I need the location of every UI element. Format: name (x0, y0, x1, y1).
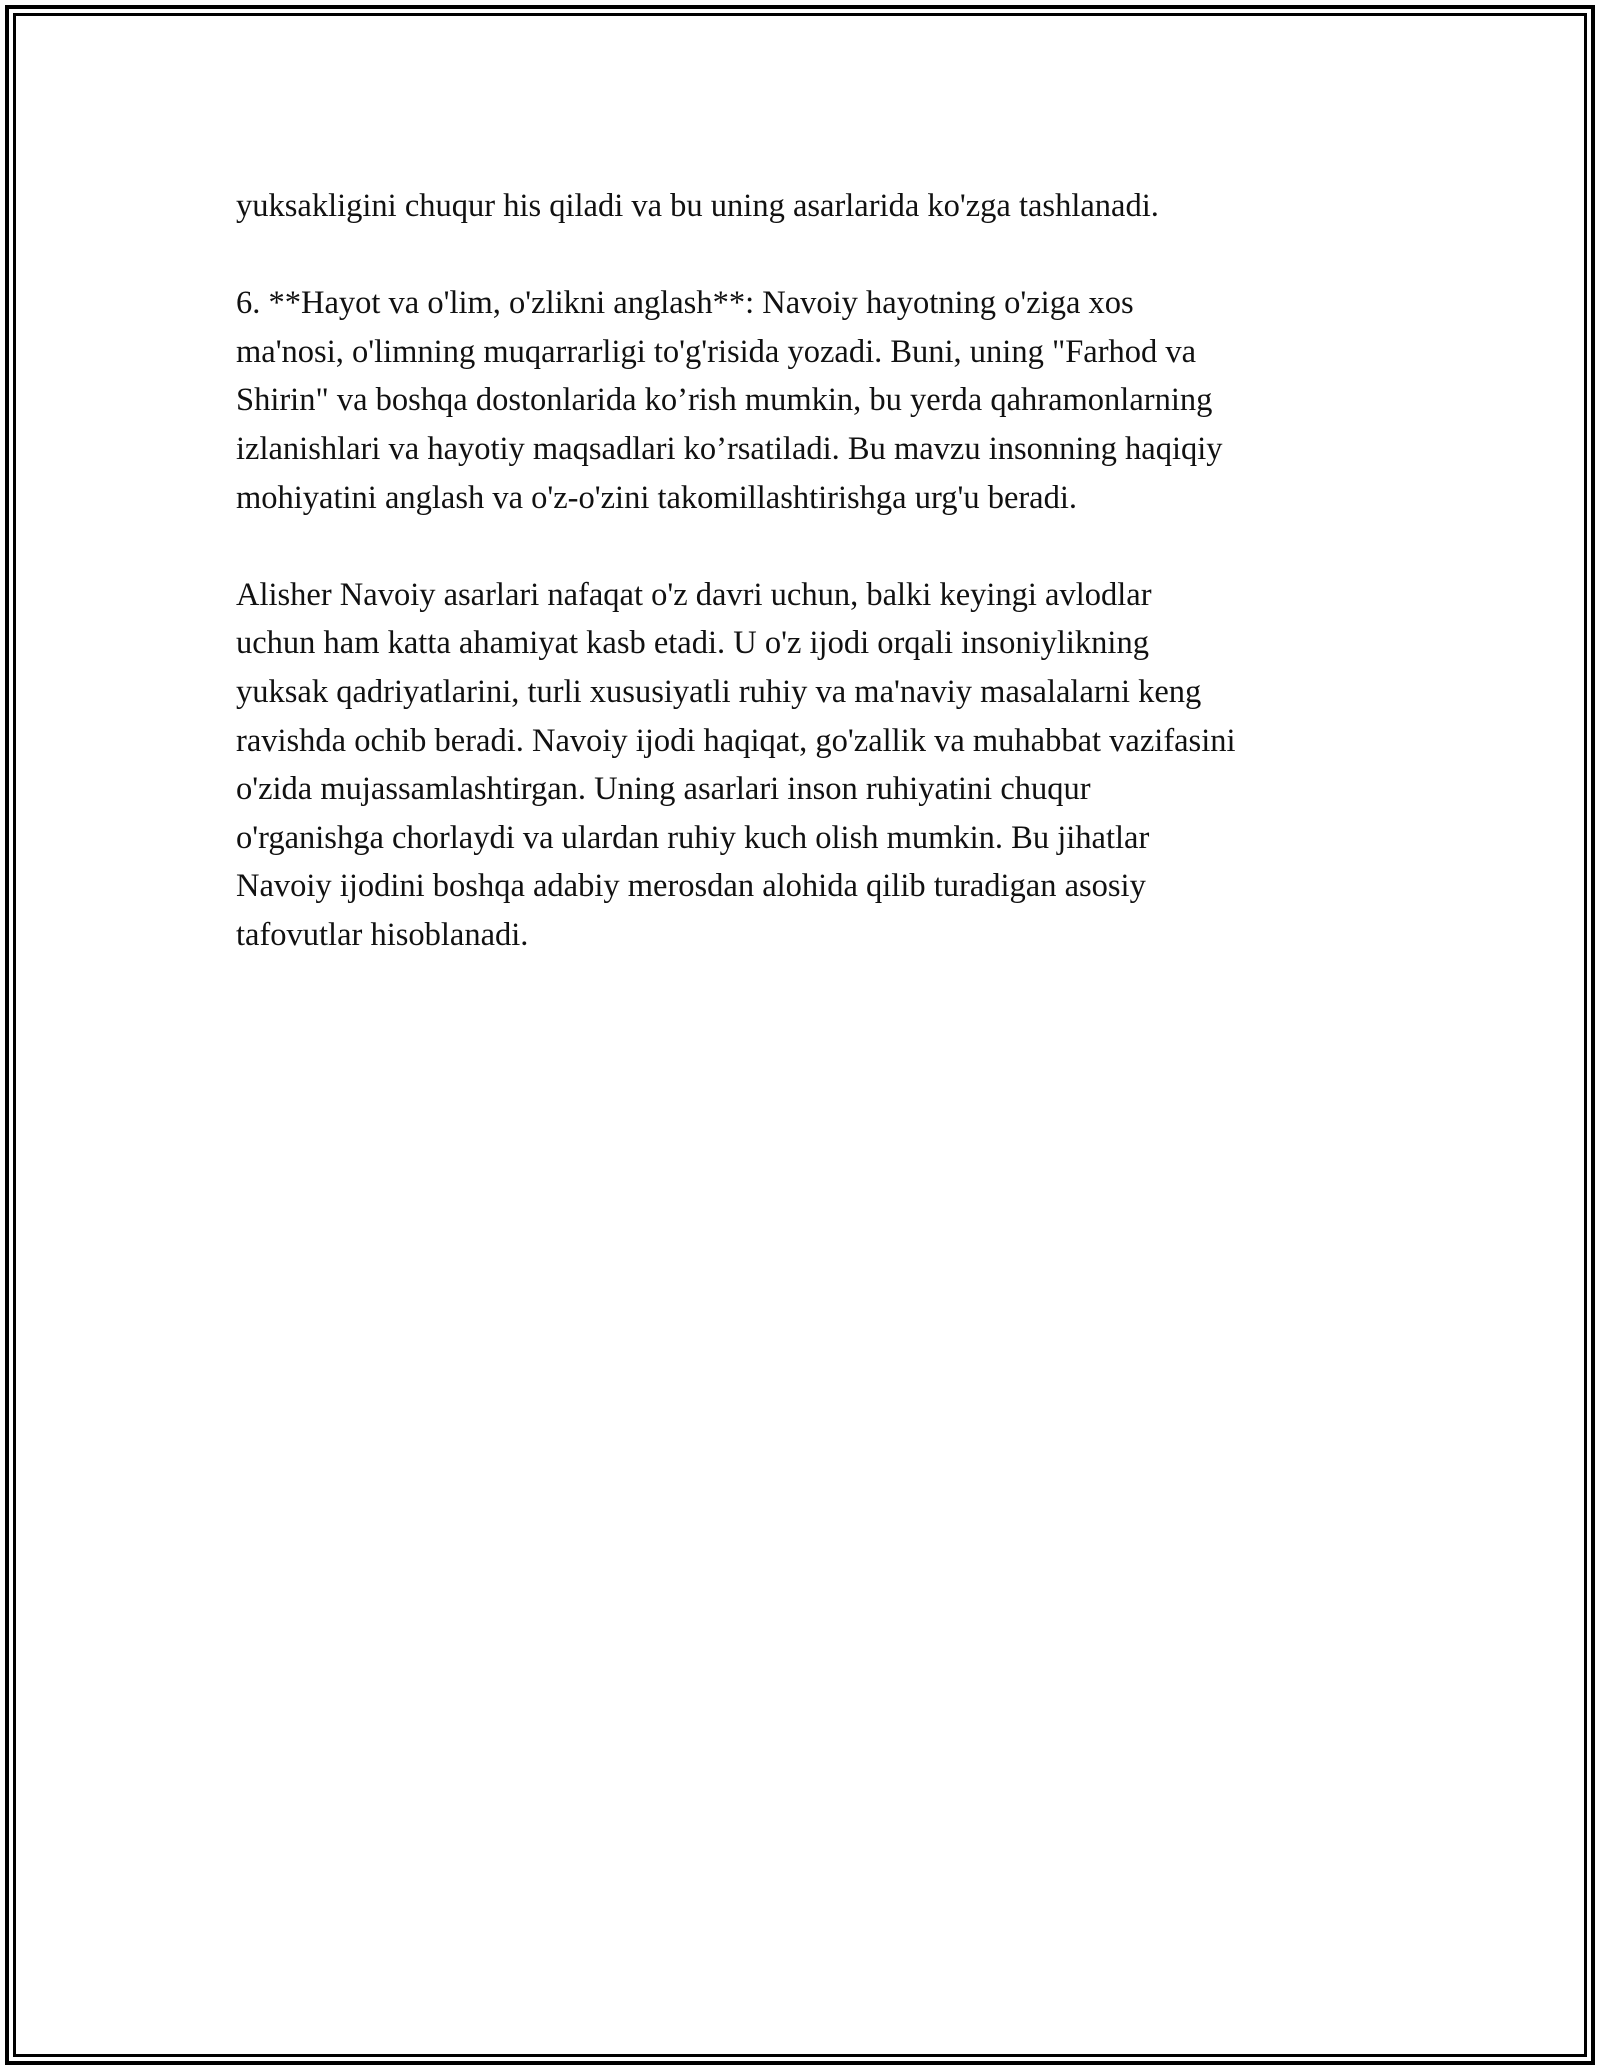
text-line: o'zida mujassamlashtirgan. Uning asarlari inson ruhiyatini chuqur (236, 771, 1091, 808)
paragraph-continuation (236, 182, 1386, 231)
paragraph-spacer (236, 231, 1386, 280)
paragraph-spacer (236, 522, 1386, 571)
text-line: o'rganishga chorlaydi va ulardan ruhiy kuch olish mumkin. Bu jihatlar (236, 819, 1150, 856)
text-line: uchun ham katta ahamiyat kasb etadi. U o'z ijodi orqali insoniylikning (236, 625, 1149, 662)
text-line: tafovutlar hisoblanadi. (236, 916, 529, 953)
text-line: Shirin" va boshqa dostonlarida ko’rish mumkin, bu yerda qahramonlarning (236, 382, 1213, 419)
paragraph-conclusion (236, 571, 1386, 960)
text-line: ma'nosi, o'limning muqarrarligi to'g'risida yozadi. Buni, uning "Farhod va (236, 333, 1197, 370)
text-line: Navoiy ijodini boshqa adabiy merosdan alohida qilib turadigan asosiy (236, 868, 1146, 905)
document-body (236, 182, 1386, 960)
text-line: mohiyatini anglash va o'z-o'zini takomillashtirishga urg'u beradi. (236, 479, 1078, 516)
text-line: izlanishlari va hayotiy maqsadlari ko’rsatiladi. Bu mavzu insonning haqiqiy (236, 430, 1223, 467)
text-line: yuksak qadriyatlarini, turli xususiyatli ruhiy va ma'naviy masalalarni keng (236, 673, 1202, 710)
paragraph-item-6 (236, 279, 1386, 522)
text-line: ravishda ochib beradi. Navoiy ijodi haqiqat, go'zallik va muhabbat vazifasini (236, 722, 1236, 759)
text-line: 6. **Hayot va o'lim, o'zlikni anglash**: Navoiy hayotning o'ziga xos (236, 285, 1134, 322)
text-line: Alisher Navoiy asarlari nafaqat o'z davri uchun, balki keyingi avlodlar (236, 576, 1152, 613)
text-line: yuksakligini chuqur his qiladi va bu uning asarlarida ko'zga tashlanadi. (236, 188, 1159, 224)
